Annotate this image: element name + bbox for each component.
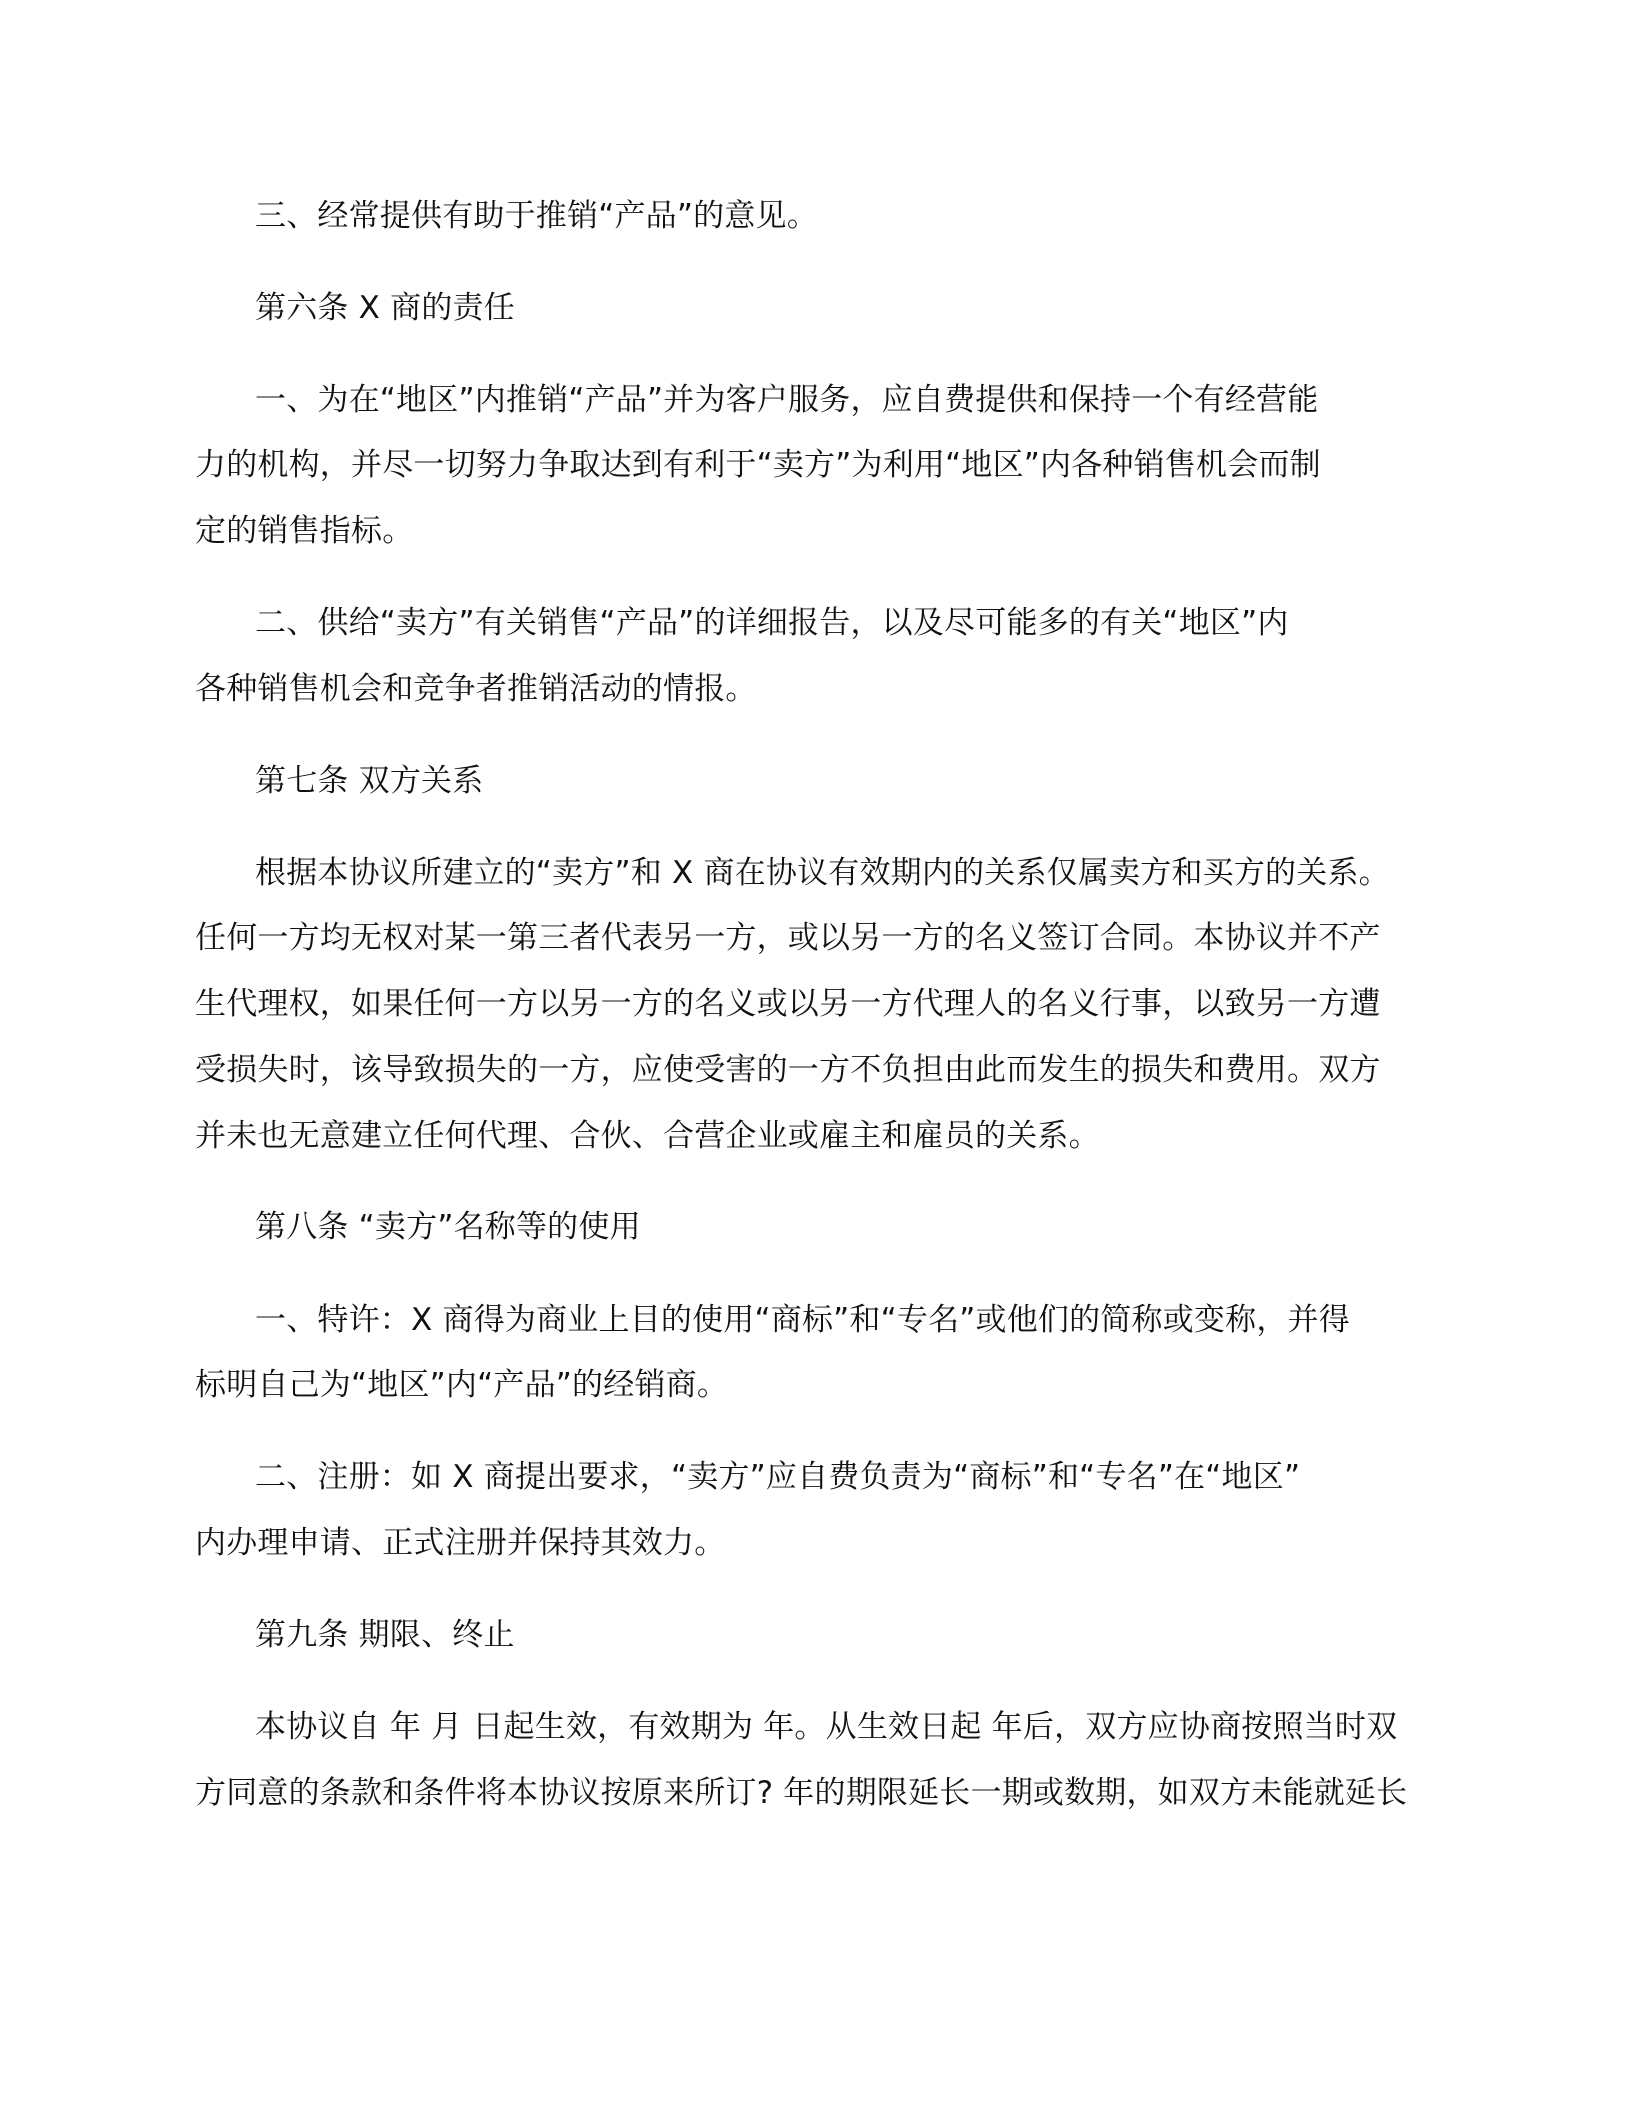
paragraph-line: 二、供给“卖方”有关销售“产品”的详细报告，以及尽可能多的有关“地区”内 bbox=[255, 605, 1289, 641]
paragraph-line: 并未也无意建立任何代理、合伙、合营企业或雇主和雇员的关系。 bbox=[195, 1118, 1100, 1154]
paragraph-line: 三、经常提供有助于推销“产品”的意见。 bbox=[255, 198, 818, 234]
paragraph-line: 各种销售机会和竞争者推销活动的情报。 bbox=[195, 671, 757, 707]
paragraph-line: 受损失时，该导致损失的一方，应使受害的一方不负担由此而发生的损失和费用。双方 bbox=[195, 1052, 1381, 1088]
article-heading: 第七条 双方关系 bbox=[255, 763, 484, 799]
paragraph-line: 标明自己为“地区”内“产品”的经销商。 bbox=[195, 1367, 729, 1403]
paragraph-line: 方同意的条款和条件将本协议按原来所订? 年的期限延长一期或数期，如双方未能就延长 bbox=[195, 1775, 1408, 1811]
paragraph-line: 根据本协议所建立的“卖方”和 X 商在协议有效期内的关系仅属卖方和买方的关系。 bbox=[255, 855, 1390, 891]
paragraph-line: 内办理申请、正式注册并保持其效力。 bbox=[195, 1525, 726, 1561]
paragraph-line: 二、注册：如 X 商提出要求，“卖方”应自费负责为“商标”和“专名”在“地区” bbox=[255, 1459, 1301, 1495]
article-heading: 第八条 “卖方”名称等的使用 bbox=[255, 1209, 641, 1245]
paragraph-line: 生代理权，如果任何一方以另一方的名义或以另一方代理人的名义行事，以致另一方遭 bbox=[195, 986, 1381, 1022]
paragraph-line: 本协议自 年 月 日起生效，有效期为 年。从生效日起 年后，双方应协商按照当时双 bbox=[255, 1709, 1398, 1745]
article-heading: 第九条 期限、终止 bbox=[255, 1617, 515, 1653]
paragraph-line: 任何一方均无权对某一第三者代表另一方，或以另一方的名义签订合同。本协议并不产 bbox=[195, 920, 1381, 956]
paragraph-line: 定的销售指标。 bbox=[195, 513, 414, 549]
article-heading: 第六条 X 商的责任 bbox=[255, 290, 515, 326]
paragraph-line: 一、特许：X 商得为商业上目的使用“商标”和“专名”或他们的简称或变称，并得 bbox=[255, 1302, 1350, 1338]
paragraph-line: 力的机构，并尽一切努力争取达到有利于“卖方”为利用“地区”内各种销售机会而制 bbox=[195, 447, 1321, 483]
paragraph-line: 一、为在“地区”内推销“产品”并为客户服务，应自费提供和保持一个有经营能 bbox=[255, 382, 1319, 418]
